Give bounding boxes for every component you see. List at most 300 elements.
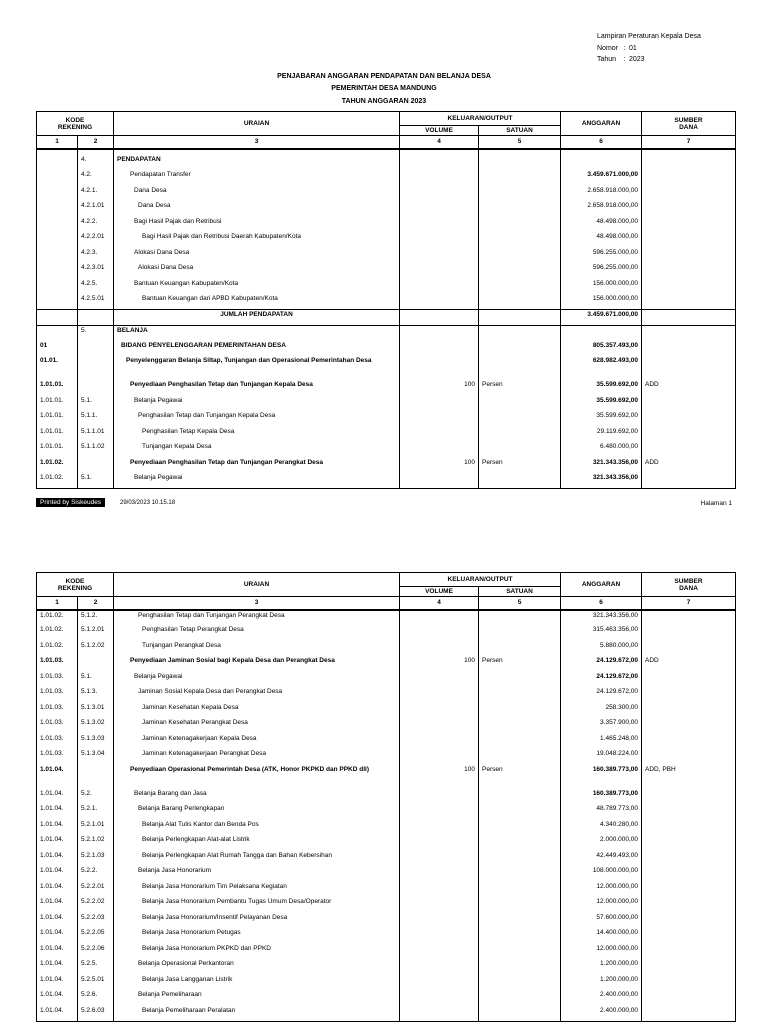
cell-kode-rekening-2: 5.2.2.01	[78, 882, 114, 898]
table-body-page-2	[37, 610, 736, 1022]
cell-satuan	[479, 672, 561, 688]
cell-kode-rekening-1: 1.01.04.	[37, 835, 78, 851]
cell-volume	[400, 170, 479, 186]
table-row	[37, 975, 736, 991]
cell-volume	[400, 975, 479, 991]
cell-volume	[400, 789, 479, 805]
cell-volume: 100	[400, 656, 479, 672]
col-satuan: SATUAN	[479, 587, 561, 597]
table-row	[37, 835, 736, 851]
cell-sumber-dana	[642, 279, 736, 295]
cell-sumber-dana	[642, 944, 736, 960]
cell-volume	[400, 687, 479, 703]
cell-kode-rekening-2: 5.2.2.03	[78, 913, 114, 929]
page-number: Halaman 1	[700, 500, 732, 507]
page-footer	[36, 498, 735, 510]
col-num: 2	[78, 597, 114, 610]
cell-anggaran: 321.343.356,00	[561, 473, 642, 489]
cell-anggaran: 315.463.356,00	[561, 625, 642, 641]
col-num: 4	[400, 597, 479, 610]
table-body-page-1	[37, 149, 736, 489]
village-title: PEMERINTAH DESA MANDUNG	[331, 85, 437, 92]
cell-sumber-dana	[642, 804, 736, 820]
cell-kode-rekening-1: 1.01.02.	[37, 641, 78, 657]
cell-uraian: Belanja Jasa Honorarium PKPKD dan PPKD	[114, 944, 400, 960]
cell-kode-rekening-1	[37, 279, 78, 295]
cell-volume	[400, 959, 479, 975]
cell-kode-rekening-1: 1.01.02.	[37, 458, 78, 474]
table-row	[37, 789, 736, 805]
cell-satuan	[479, 804, 561, 820]
cell-anggaran: 19.048.224,00	[561, 749, 642, 765]
cell-anggaran: 6.480.000,00	[561, 442, 642, 458]
cell-anggaran: 596.255.000,00	[561, 248, 642, 264]
fiscal-year-title: TAHUN ANGGARAN 2023	[341, 98, 427, 105]
cell-anggaran: 160.389.773,00	[561, 765, 642, 789]
cell-volume	[400, 703, 479, 719]
cell-volume	[400, 625, 479, 641]
cell-satuan	[479, 897, 561, 913]
cell-sumber-dana	[642, 325, 736, 341]
cell-uraian: Jaminan Sosial Kepala Desa dan Perangkat Desa	[114, 687, 400, 703]
cell-satuan	[479, 155, 561, 171]
table-row	[37, 687, 736, 703]
cell-sumber-dana	[642, 749, 736, 765]
col-volume: VOLUME	[400, 587, 479, 597]
cell-kode-rekening-1: 1.01.02.	[37, 473, 78, 489]
cell-volume: 100	[400, 458, 479, 474]
cell-sumber-dana	[642, 835, 736, 851]
cell-kode-rekening-2: 4.2.5.	[78, 279, 114, 295]
col-kode-rekening: KODE REKENING	[37, 573, 114, 597]
cell-satuan	[479, 294, 561, 310]
col-volume: VOLUME	[400, 126, 479, 136]
cell-anggaran: 160.389.773,00	[561, 789, 642, 805]
cell-kode-rekening-1: 1.01.04.	[37, 928, 78, 944]
nomor-row	[597, 43, 701, 55]
table-row	[37, 186, 736, 202]
cell-satuan	[479, 913, 561, 929]
cell-satuan	[479, 248, 561, 264]
cell-kode-rekening-2: 5.1.2.	[78, 610, 114, 626]
table-row	[37, 380, 736, 396]
table-row	[37, 718, 736, 734]
cell-sumber-dana	[642, 882, 736, 898]
cell-kode-rekening-1: 1.01.04.	[37, 851, 78, 867]
table-row	[37, 959, 736, 975]
cell-kode-rekening-1: 1.01.04.	[37, 866, 78, 882]
cell-anggaran: 3.459.671.000,00	[561, 170, 642, 186]
cell-kode-rekening-2	[78, 656, 114, 672]
cell-volume	[400, 201, 479, 217]
cell-satuan: Persen	[479, 656, 561, 672]
cell-uraian: Belanja Jasa Langganan Listrik	[114, 975, 400, 991]
cell-sumber-dana	[642, 248, 736, 264]
cell-kode-rekening-1: 1.01.03.	[37, 687, 78, 703]
cell-anggaran: 24.129.672,00	[561, 672, 642, 688]
cell-uraian: Bagi Hasil Pajak dan Retribusi Daerah Kabupaten/Kota	[114, 232, 400, 248]
table-row	[37, 928, 736, 944]
table-row	[37, 734, 736, 750]
cell-kode-rekening-1: 01.01.	[37, 356, 78, 380]
cell-uraian: Belanja Jasa Honorarium Tim Pelaksana Kegiatan	[114, 882, 400, 898]
cell-anggaran: 57.600.000,00	[561, 913, 642, 929]
cell-kode-rekening-2: 5.1.1.02	[78, 442, 114, 458]
cell-kode-rekening-1: 01	[37, 341, 78, 357]
cell-satuan	[479, 217, 561, 233]
cell-satuan	[479, 734, 561, 750]
cell-uraian: BELANJA	[114, 325, 400, 341]
cell-volume	[400, 913, 479, 929]
cell-satuan	[479, 749, 561, 765]
cell-sumber-dana	[642, 411, 736, 427]
cell-satuan	[479, 789, 561, 805]
cell-volume	[400, 928, 479, 944]
cell-satuan	[479, 687, 561, 703]
cell-uraian: Penyediaan Jaminan Sosial bagi Kepala Desa dan Perangkat Desa	[114, 656, 400, 672]
cell-anggaran: 4.340.280,00	[561, 820, 642, 836]
cell-satuan	[479, 341, 561, 357]
cell-kode-rekening-2	[78, 765, 114, 789]
table-row	[37, 913, 736, 929]
cell-anggaran: 12.000.000,00	[561, 944, 642, 960]
cell-sumber-dana	[642, 217, 736, 233]
table-row	[37, 279, 736, 295]
cell-volume	[400, 263, 479, 279]
cell-satuan	[479, 186, 561, 202]
col-num: 7	[642, 597, 736, 610]
cell-sumber-dana	[642, 442, 736, 458]
cell-volume	[400, 882, 479, 898]
table-row	[37, 248, 736, 264]
cell-sumber-dana	[642, 610, 736, 626]
cell-uraian: Dana Desa	[114, 201, 400, 217]
cell-uraian: Alokasi Dana Desa	[114, 263, 400, 279]
cell-uraian: Penghasilan Tetap Kepala Desa	[114, 427, 400, 443]
cell-uraian: Belanja Pegawai	[114, 396, 400, 412]
cell-kode-rekening-1	[37, 232, 78, 248]
cell-uraian: Jaminan Ketenagakerjaan Kepala Desa	[114, 734, 400, 750]
cell-sumber-dana	[642, 356, 736, 380]
cell-satuan	[479, 411, 561, 427]
cell-uraian: Belanja Jasa Honorarium Petugas	[114, 928, 400, 944]
cell-kode-rekening-2	[78, 341, 114, 357]
cell-satuan	[479, 944, 561, 960]
cell-sumber-dana	[642, 625, 736, 641]
nomor-value: 01	[629, 44, 637, 52]
budget-table-page-2	[36, 572, 736, 1022]
col-kode-rekening: KODE REKENING	[37, 112, 114, 136]
cell-volume	[400, 310, 479, 326]
cell-sumber-dana	[642, 232, 736, 248]
cell-uraian: Penyediaan Penghasilan Tetap dan Tunjangan Kepala Desa	[114, 380, 400, 396]
cell-kode-rekening-1	[37, 294, 78, 310]
cell-volume	[400, 248, 479, 264]
cell-kode-rekening-2: 5.1.2.01	[78, 625, 114, 641]
cell-kode-rekening-2: 5.2.5.	[78, 959, 114, 975]
table-row	[37, 672, 736, 688]
col-anggaran: ANGGARAN	[561, 112, 642, 136]
table-row	[37, 641, 736, 657]
table-row	[37, 866, 736, 882]
cell-kode-rekening-2: 5.1.3.	[78, 687, 114, 703]
cell-sumber-dana	[642, 866, 736, 882]
cell-kode-rekening-1: 1.01.01.	[37, 427, 78, 443]
cell-kode-rekening-2: 5.1.3.04	[78, 749, 114, 765]
col-num: 1	[37, 136, 78, 149]
cell-kode-rekening-1	[37, 186, 78, 202]
cell-volume	[400, 232, 479, 248]
cell-uraian: Alokasi Dana Desa	[114, 248, 400, 264]
cell-anggaran: 805.357.493,00	[561, 341, 642, 357]
cell-uraian: Jaminan Kesehatan Perangkat Desa	[114, 718, 400, 734]
cell-satuan	[479, 820, 561, 836]
col-anggaran: ANGGARAN	[561, 573, 642, 597]
cell-volume	[400, 279, 479, 295]
cell-kode-rekening-2: 5.2.1.	[78, 804, 114, 820]
cell-uraian: Belanja Barang dan Jasa	[114, 789, 400, 805]
cell-kode-rekening-2: 5.2.6.03	[78, 1006, 114, 1022]
cell-kode-rekening-1: 1.01.04.	[37, 1006, 78, 1022]
cell-kode-rekening-1: 1.01.02.	[37, 625, 78, 641]
table-row	[37, 625, 736, 641]
table-row	[37, 804, 736, 820]
cell-satuan	[479, 356, 561, 380]
cell-volume	[400, 155, 479, 171]
tahun-row	[597, 54, 701, 66]
cell-kode-rekening-2: 5.1.	[78, 396, 114, 412]
cell-satuan: Persen	[479, 765, 561, 789]
cell-uraian: JUMLAH PENDAPATAN	[114, 310, 400, 326]
table-row	[37, 356, 736, 380]
printed-by-badge: Printed by Siskeudes	[36, 498, 105, 507]
cell-volume	[400, 325, 479, 341]
cell-sumber-dana	[642, 928, 736, 944]
cell-sumber-dana: ADD	[642, 458, 736, 474]
cell-satuan	[479, 641, 561, 657]
cell-sumber-dana	[642, 310, 736, 326]
table-row	[37, 656, 736, 672]
cell-kode-rekening-2: 5.2.2.05	[78, 928, 114, 944]
col-num: 3	[114, 597, 400, 610]
cell-anggaran: 35.599.692,00	[561, 411, 642, 427]
cell-kode-rekening-1: 1.01.04.	[37, 944, 78, 960]
cell-sumber-dana: ADD	[642, 656, 736, 672]
table-row	[37, 294, 736, 310]
cell-satuan	[479, 170, 561, 186]
cell-anggaran: 14.400.000,00	[561, 928, 642, 944]
table-row	[37, 851, 736, 867]
cell-volume	[400, 427, 479, 443]
cell-sumber-dana: ADD, PBH	[642, 765, 736, 789]
cell-kode-rekening-1: 1.01.03.	[37, 703, 78, 719]
cell-satuan	[479, 959, 561, 975]
cell-kode-rekening-1	[37, 201, 78, 217]
cell-kode-rekening-1	[37, 263, 78, 279]
table-row	[37, 310, 736, 326]
cell-sumber-dana	[642, 155, 736, 171]
cell-satuan	[479, 427, 561, 443]
cell-kode-rekening-1: 1.01.02.	[37, 610, 78, 626]
cell-kode-rekening-2: 4.2.5.01	[78, 294, 114, 310]
cell-volume	[400, 734, 479, 750]
budget-table-page-1	[36, 111, 736, 489]
cell-anggaran: 3.459.671.000,00	[561, 310, 642, 326]
cell-anggaran: 2.658.918.000,00	[561, 201, 642, 217]
cell-uraian: Pendapatan Transfer	[114, 170, 400, 186]
cell-kode-rekening-2: 5.2.6.	[78, 990, 114, 1006]
cell-anggaran: 258.300,00	[561, 703, 642, 719]
cell-anggaran	[561, 155, 642, 171]
cell-kode-rekening-2: 4.2.1.	[78, 186, 114, 202]
cell-volume	[400, 217, 479, 233]
nomor-sep: :	[623, 44, 626, 52]
table-row	[37, 396, 736, 412]
table-row	[37, 217, 736, 233]
cell-volume	[400, 411, 479, 427]
table-row	[37, 411, 736, 427]
cell-uraian: Belanja Perlengkapan Alat Rumah Tangga dan Bahan Kebersihan	[114, 851, 400, 867]
cell-kode-rekening-2: 5.1.	[78, 672, 114, 688]
cell-kode-rekening-2: 4.2.	[78, 170, 114, 186]
cell-anggaran: 1.465.248,00	[561, 734, 642, 750]
cell-satuan	[479, 835, 561, 851]
cell-uraian: Tunjangan Kepala Desa	[114, 442, 400, 458]
cell-kode-rekening-1: 1.01.04.	[37, 789, 78, 805]
cell-kode-rekening-2: 4.	[78, 155, 114, 171]
cell-satuan	[479, 201, 561, 217]
cell-kode-rekening-1: 1.01.01.	[37, 442, 78, 458]
cell-kode-rekening-1: 1.01.01.	[37, 396, 78, 412]
cell-uraian: Belanja Perlengkapan Alat-alat Listrik	[114, 835, 400, 851]
cell-sumber-dana	[642, 263, 736, 279]
table-row	[37, 201, 736, 217]
table-row	[37, 1006, 736, 1022]
cell-satuan	[479, 396, 561, 412]
cell-kode-rekening-2: 4.2.2.01	[78, 232, 114, 248]
cell-uraian: Jaminan Kesehatan Kepala Desa	[114, 703, 400, 719]
cell-uraian: Belanja Pemeliharaan Peralatan	[114, 1006, 400, 1022]
cell-uraian: Belanja Jasa Honorarium/Insentif Pelayanan Desa	[114, 913, 400, 929]
cell-kode-rekening-1: 1.01.01.	[37, 380, 78, 396]
cell-volume	[400, 990, 479, 1006]
cell-kode-rekening-2: 4.2.3.01	[78, 263, 114, 279]
cell-kode-rekening-1: 1.01.04.	[37, 913, 78, 929]
cell-satuan	[479, 473, 561, 489]
cell-sumber-dana	[642, 294, 736, 310]
tahun-label: Tahun	[597, 56, 617, 63]
cell-sumber-dana	[642, 427, 736, 443]
cell-kode-rekening-1: 1.01.03.	[37, 672, 78, 688]
cell-satuan	[479, 325, 561, 341]
table-row	[37, 897, 736, 913]
cell-anggaran: 29.119.692,00	[561, 427, 642, 443]
table-row	[37, 473, 736, 489]
cell-kode-rekening-2: 5.1.3.03	[78, 734, 114, 750]
cell-satuan	[479, 279, 561, 295]
cell-kode-rekening-1: 1.01.03.	[37, 749, 78, 765]
cell-satuan	[479, 610, 561, 626]
cell-satuan	[479, 625, 561, 641]
tahun-sep: :	[623, 56, 626, 63]
cell-sumber-dana	[642, 897, 736, 913]
cell-volume	[400, 897, 479, 913]
cell-anggaran: 2.400.000,00	[561, 990, 642, 1006]
table-row	[37, 703, 736, 719]
table-row	[37, 427, 736, 443]
cell-kode-rekening-2	[78, 458, 114, 474]
cell-anggaran: 35.599.692,00	[561, 380, 642, 396]
col-keluaran: KELUARAN/OUTPUT	[400, 112, 561, 126]
cell-kode-rekening-1	[37, 155, 78, 171]
cell-satuan	[479, 310, 561, 326]
table-row	[37, 882, 736, 898]
cell-kode-rekening-1	[37, 248, 78, 264]
cell-kode-rekening-2	[78, 380, 114, 396]
table-row	[37, 341, 736, 357]
cell-satuan	[479, 232, 561, 248]
cell-anggaran: 156.000.000,00	[561, 279, 642, 295]
col-num: 6	[561, 597, 642, 610]
table-row	[37, 263, 736, 279]
cell-volume	[400, 1006, 479, 1022]
cell-volume	[400, 749, 479, 765]
cell-kode-rekening-1: 1.01.04.	[37, 897, 78, 913]
table-row	[37, 610, 736, 626]
cell-kode-rekening-1	[37, 217, 78, 233]
cell-satuan	[479, 718, 561, 734]
cell-satuan	[479, 703, 561, 719]
cell-anggaran: 48.498.000,00	[561, 232, 642, 248]
cell-satuan	[479, 851, 561, 867]
col-num: 4	[400, 136, 479, 149]
cell-volume	[400, 672, 479, 688]
cell-satuan: Persen	[479, 458, 561, 474]
cell-satuan	[479, 928, 561, 944]
cell-volume	[400, 641, 479, 657]
table-row	[37, 990, 736, 1006]
col-sumber-dana: SUMBER DANA	[642, 573, 736, 597]
cell-kode-rekening-1: 1.01.04.	[37, 990, 78, 1006]
cell-uraian: Penghasilan Tetap dan Tunjangan Perangkat Desa	[114, 610, 400, 626]
col-num: 2	[78, 136, 114, 149]
cell-uraian: Bantuan Keuangan Kabupaten/Kota	[114, 279, 400, 295]
cell-kode-rekening-2: 5.2.2.06	[78, 944, 114, 960]
cell-kode-rekening-2: 5.1.3.02	[78, 718, 114, 734]
cell-volume: 100	[400, 380, 479, 396]
cell-uraian: Belanja Pegawai	[114, 473, 400, 489]
cell-kode-rekening-2: 5.2.1.01	[78, 820, 114, 836]
cell-uraian: Belanja Jasa Honorarium	[114, 866, 400, 882]
cell-sumber-dana	[642, 990, 736, 1006]
cell-sumber-dana	[642, 396, 736, 412]
cell-kode-rekening-1	[37, 310, 78, 326]
cell-anggaran: 3.357.900,00	[561, 718, 642, 734]
cell-kode-rekening-2: 5.2.1.02	[78, 835, 114, 851]
cell-sumber-dana	[642, 851, 736, 867]
cell-uraian: Tunjangan Perangkat Desa	[114, 641, 400, 657]
tahun-value: 2023	[629, 56, 645, 63]
cell-anggaran: 596.255.000,00	[561, 263, 642, 279]
cell-volume	[400, 944, 479, 960]
cell-volume	[400, 835, 479, 851]
cell-anggaran: 108.000.000,00	[561, 866, 642, 882]
cell-uraian: PENDAPATAN	[114, 155, 400, 171]
cell-kode-rekening-2: 4.2.1.01	[78, 201, 114, 217]
table-row	[37, 944, 736, 960]
table-row	[37, 170, 736, 186]
cell-uraian: Belanja Pemeliharaan	[114, 990, 400, 1006]
